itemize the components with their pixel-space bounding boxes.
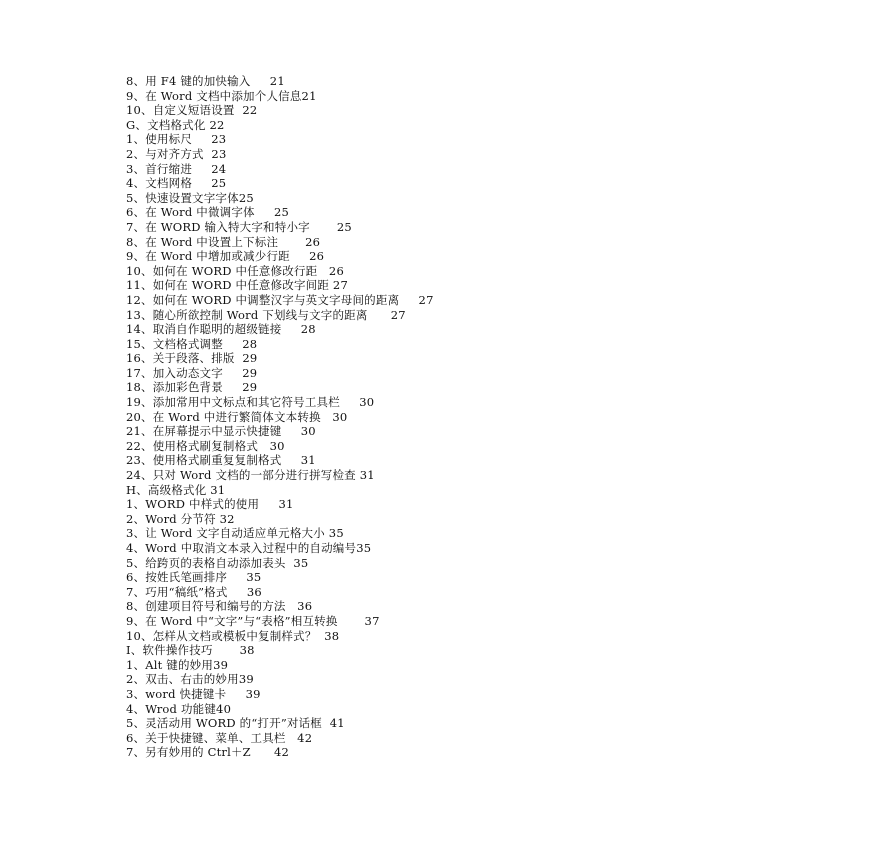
toc-entry: 11、如何在 WORD 中任意修改字间距 27 bbox=[126, 278, 348, 293]
toc-entry: 2、与对齐方式 23 bbox=[126, 146, 227, 161]
toc-entry: 4、Wrod 功能键40 bbox=[126, 701, 232, 716]
toc-entry: 7、另有妙用的 Ctrl＋Z 42 bbox=[126, 745, 290, 760]
toc-entry: 23、使用格式刷重复复制格式 31 bbox=[126, 453, 316, 468]
toc-entry: 5、给跨页的表格自动添加表头 35 bbox=[126, 555, 309, 570]
toc-entry: 9、在 Word 文档中添加个人信息21 bbox=[126, 88, 317, 103]
toc-entry: 4、文档网格 25 bbox=[126, 176, 227, 191]
toc-entry: 10、自定义短语设置 22 bbox=[126, 103, 258, 118]
toc-entry: 10、如何在 WORD 中任意修改行距 26 bbox=[126, 263, 344, 278]
toc-entry: 10、怎样从文档或模板中复制样式？ 38 bbox=[126, 628, 340, 643]
toc-entry: 1、Alt 键的妙用39 bbox=[126, 657, 229, 672]
toc-entry: 9、在 Word 中增加或减少行距 26 bbox=[126, 249, 325, 264]
toc-entry: 7、巧用“稿纸”格式 36 bbox=[126, 584, 262, 599]
toc-entry: 13、随心所欲控制 Word 下划线与文字的距离 27 bbox=[126, 307, 406, 322]
toc-entry: 20、在 Word 中进行繁简体文本转换 30 bbox=[126, 409, 348, 424]
toc-entry: 5、快速设置文字字体25 bbox=[126, 190, 254, 205]
toc-entry: 6、关于快捷键、菜单、工具栏 42 bbox=[126, 730, 313, 745]
toc-entry: 3、让 Word 文字自动适应单元格大小 35 bbox=[126, 526, 344, 541]
toc-entry: 21、在屏幕提示中显示快捷键 30 bbox=[126, 424, 316, 439]
toc-entry: 16、关于段落、排版 29 bbox=[126, 351, 258, 366]
toc-entry: 19、添加常用中文标点和其它符号工具栏 30 bbox=[126, 395, 375, 410]
toc-entry: 22、使用格式刷复制格式 30 bbox=[126, 438, 285, 453]
toc-entry: 1、使用标尺 23 bbox=[126, 132, 227, 147]
toc-entry: 2、Word 分节符 32 bbox=[126, 511, 235, 526]
toc-entry: 1、WORD 中样式的使用 31 bbox=[126, 497, 294, 512]
toc-entry: 18、添加彩色背景 29 bbox=[126, 380, 258, 395]
toc-entry: 3、word 快捷键卡 39 bbox=[126, 686, 261, 701]
toc-entry: 5、灵活动用 WORD 的“打开”对话框 41 bbox=[126, 716, 345, 731]
toc-entry: 3、首行缩进 24 bbox=[126, 161, 227, 176]
toc-section-heading: G、文档格式化 22 bbox=[126, 117, 225, 132]
toc-entry: 24、只对 Word 文档的一部分进行拼写检查 31 bbox=[126, 468, 375, 483]
toc-entry: 6、按姓氏笔画排序 35 bbox=[126, 570, 262, 585]
toc-entry: 9、在 Word 中“文字”与“表格”相互转换 37 bbox=[126, 613, 380, 628]
toc-entry: 8、用 F4 键的加快输入 21 bbox=[126, 74, 285, 88]
toc-entry: 12、如何在 WORD 中调整汉字与英文字母间的距离 27 bbox=[126, 292, 434, 307]
table-of-contents bbox=[126, 74, 766, 760]
toc-entry: 4、Word 中取消文本录入过程中的自动编号35 bbox=[126, 541, 372, 555]
toc-section-heading: H、高级格式化 31 bbox=[126, 482, 226, 497]
toc-entry: 2、双击、右击的妙用39 bbox=[126, 672, 254, 687]
toc-entry: 8、在 Word 中设置上下标注 26 bbox=[126, 234, 321, 249]
toc-entry: 7、在 WORD 输入特大字和特小字 25 bbox=[126, 219, 352, 234]
toc-entry: 6、在 Word 中微调字体 25 bbox=[126, 205, 290, 220]
toc-entry: 8、创建项目符号和编号的方法 36 bbox=[126, 599, 313, 614]
toc-entry: 14、取消自作聪明的超级链接 28 bbox=[126, 322, 316, 337]
toc-section-heading: I、软件操作技巧 38 bbox=[126, 643, 255, 658]
toc-entry: 17、加入动态文字 29 bbox=[126, 365, 258, 380]
toc-entry: 15、文档格式调整 28 bbox=[126, 336, 258, 351]
